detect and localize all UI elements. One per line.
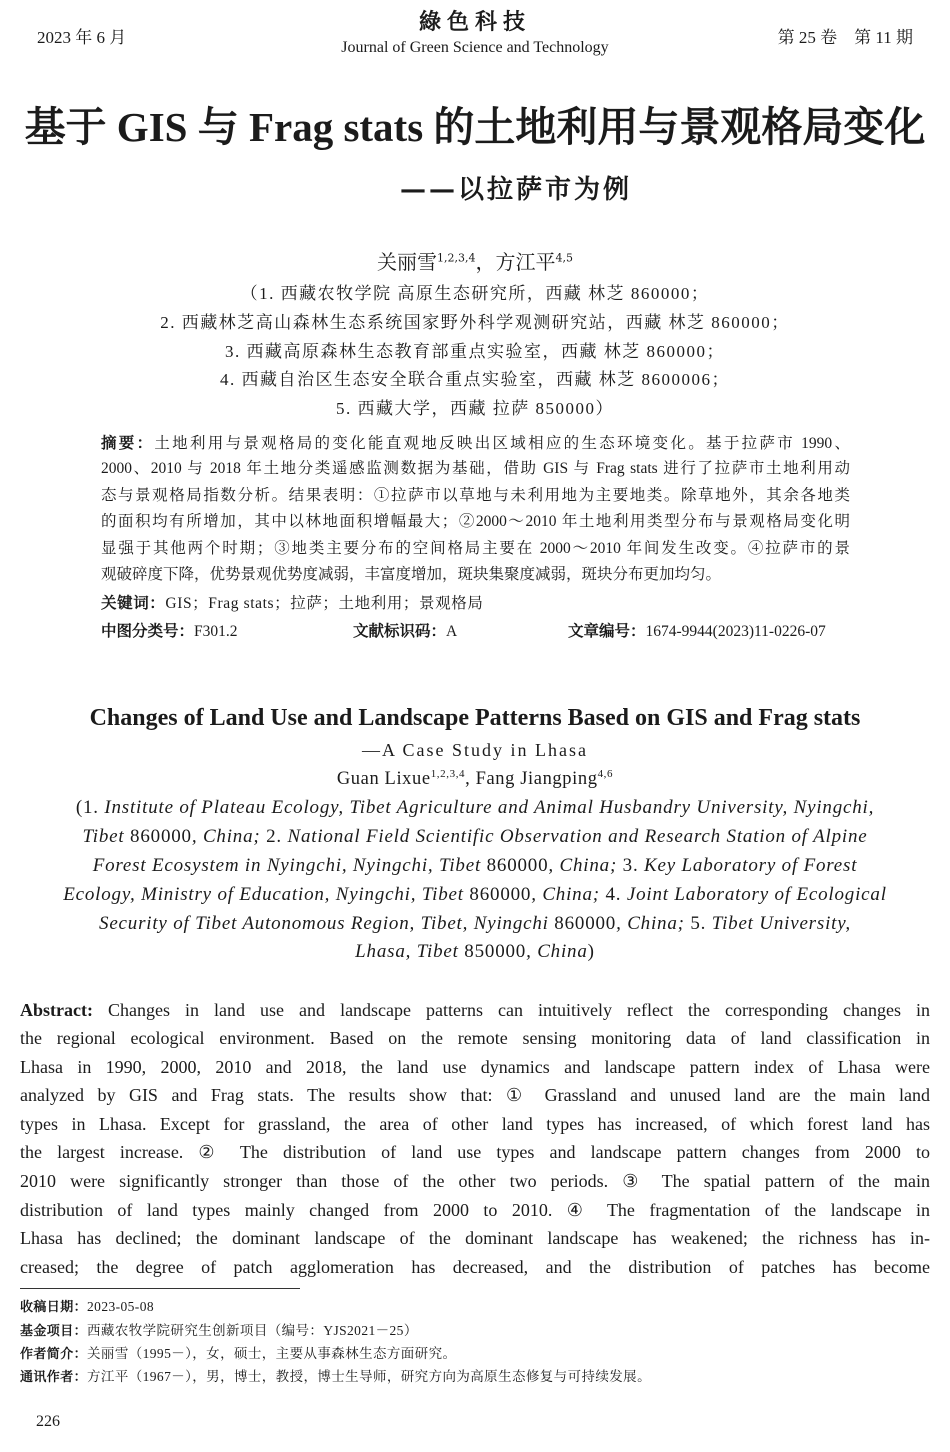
paper-subtitle-en: —A Case Study in Lhasa — [362, 740, 588, 760]
affiliation-cn-line: 4. 西藏自治区生态安全联合重点实验室，西藏 林芝 8600006； — [220, 370, 730, 389]
abstract-en-line: the regional ecological environment. Based on the remote sensing monitoring data of land classification in — [20, 1028, 930, 1048]
document-code-label: 文献标识码： — [353, 622, 447, 640]
author-affiliation-sup: 4,6 — [597, 767, 614, 780]
abstract-en-line: types in Lhasa. Except for grassland, the area of other land types has increased, of which forest land has — [20, 1114, 930, 1134]
affiliation-en-segment: Institute of Plateau Ecology, Tibet Agriculture and Animal Husbandry University, Nyingchi, — [104, 797, 875, 818]
abstract-cn-line — [101, 432, 850, 454]
abstract-cn-line: 2000、2010 与 2018 年土地分类遥感监测数据为基础，借助 GIS 与 Frag stats 进行了拉萨市土地利用动 — [101, 460, 850, 477]
author-name: ，方江平 — [475, 250, 556, 274]
footnote-divider — [20, 1288, 300, 1289]
affiliation-en-line — [0, 796, 950, 820]
affiliation-en-segment: Security of Tibet Autonomous Region, Tibet, Nyingchi — [99, 913, 555, 934]
affiliation-en-segment: ) — [587, 941, 595, 962]
abstract-cn-line: 观破碎度下降，优势景观优势度减弱，丰富度增加，斑块集聚度减弱，斑块分布更加均匀。 — [101, 566, 722, 583]
affiliation-cn-line: 2. 西藏林芝高山森林生态系统国家野外科学观测研究站，西藏 林芝 860000； — [160, 313, 790, 332]
affiliation-en-segment: Forest Ecosystem in Nyingchi, Nyingchi, Tibet — [92, 855, 487, 876]
affiliation-en-segment: 860000 — [469, 884, 532, 905]
author-name-en: , Fang Jiangping — [465, 769, 598, 789]
abstract-cn-label: 摘要： — [101, 434, 155, 452]
footnote-received-date — [20, 1298, 154, 1317]
affiliation-en-segment: 5. — [690, 913, 712, 934]
affiliation-en-segment: Key Laboratory of Forest — [644, 855, 858, 876]
clc-label: 中图分类号： — [101, 622, 195, 640]
authors-en — [0, 768, 950, 790]
keywords-cn-label: 关键词： — [101, 594, 166, 612]
affiliation-en-segment: , China; — [191, 826, 267, 847]
abstract-cn-line: 显强于其他两个时期；③地类主要分布的空间格局主要在 2000～2010 年间发生改变。④拉萨市的景 — [101, 540, 850, 557]
document-code — [353, 620, 457, 643]
abstract-en-text: Changes in land use and landscape patterns can intuitively reflect the corresponding changes in — [108, 1000, 930, 1020]
affiliation-en-segment: National Field Scientific Observation and Research Station of Alpine — [287, 826, 868, 847]
abstract-cn-line: 的面积均有所增加，其中以林地面积增幅最大；②2000～2010 年土地利用类型分布与景观格局变化明 — [101, 513, 850, 530]
footnote-text: 方江平（1967－），男，博士，教授，博士生导师，研究方向为高原生态修复与可持续发展。 — [87, 1369, 651, 1384]
author-name: 关丽雪 — [377, 250, 437, 274]
footnote-label: 通讯作者： — [20, 1370, 88, 1385]
article-number-label: 文章编号： — [568, 622, 646, 640]
affiliation-en-segment: 2. — [266, 826, 288, 847]
affiliation-cn-line: 5. 西藏大学，西藏 拉萨 850000） — [336, 399, 614, 418]
author-affiliation-sup: 1,2,3,4 — [430, 767, 466, 780]
footnote-text: 2023-05-08 — [87, 1299, 155, 1314]
affiliation-en-segment: Tibet — [82, 826, 131, 847]
affiliation-en-segment: 4. — [605, 884, 627, 905]
article-number — [568, 620, 826, 643]
paper-title-en: Changes of Land Use and Landscape Patterns Based on GIS and Frag stats — [89, 705, 861, 731]
affiliation-en-segment: Ecology, Ministry of Education, Nyingchi, Tibet — [63, 884, 470, 905]
journal-name-en: Journal of Green Science and Technology — [341, 39, 609, 56]
paper-title-cn: 基于 GIS 与 Frag stats 的土地利用与景观格局变化 — [24, 104, 926, 150]
affiliation-en-segment: (1. — [75, 797, 105, 818]
keywords-cn — [101, 592, 483, 615]
footnote-text: 西藏农牧学院研究生创新项目（编号：YJS2021－25） — [87, 1323, 418, 1338]
affiliation-en-segment: , China; — [531, 884, 606, 905]
affiliation-en-line — [0, 825, 950, 849]
footnote-corresponding-author — [20, 1368, 651, 1387]
affiliation-en-segment: 860000 — [130, 826, 192, 847]
abstract-en-label: Abstract: — [20, 1000, 93, 1020]
affiliation-en-segment: , China — [526, 941, 588, 962]
affiliation-en-segment: , China; — [548, 855, 623, 876]
affiliation-en-line — [0, 912, 950, 936]
clc-number — [101, 620, 238, 643]
affiliation-en-segment: Lhasa, Tibet — [355, 941, 465, 962]
paper-subtitle-cn: ——以拉萨市为例 — [400, 175, 633, 205]
footnote-label: 收稿日期： — [20, 1300, 88, 1315]
article-number-value: 1674-9944(2023)11-0226-07 — [645, 623, 826, 640]
affiliation-cn-line: 3. 西藏高原森林生态教育部重点实验室，西藏 林芝 860000； — [225, 342, 725, 361]
affiliation-en-segment: Tibet University, — [711, 913, 851, 934]
footnote-author-bio — [20, 1345, 456, 1364]
abstract-cn-line: 态与景观格局指数分析。结果表明：①拉萨市以草地与未利用地为主要地类。除草地外，其余各地类 — [101, 487, 850, 504]
affiliation-en-segment: , China; — [616, 913, 691, 934]
affiliation-cn-line: （1. 西藏农牧学院 高原生态研究所，西藏 林芝 860000； — [240, 284, 710, 303]
author-affiliation-sup: 1,2,3,4 — [437, 251, 476, 265]
affiliation-en-segment: 3. — [622, 855, 645, 876]
affiliation-en-segment: 860000 — [554, 913, 617, 934]
header-issue: 第 25 卷 第 11 期 — [777, 28, 913, 47]
abstract-en-line — [20, 998, 930, 1022]
document-code-value: A — [446, 623, 458, 640]
affiliation-en-line — [0, 940, 950, 964]
abstract-en-line: the largest increase. ② The distribution of land use types and landscape pattern changes from 2000 to — [20, 1142, 930, 1162]
affiliation-en-line — [0, 854, 950, 878]
footnote-funding — [20, 1322, 418, 1341]
abstract-en-line: 2010 were significantly stronger than those of the other two periods. ③ The spatial pattern of the main — [20, 1171, 930, 1191]
abstract-en-line: analyzed by GIS and Frag stats. The results show that: ① Grassland and unused land are the main land — [20, 1085, 930, 1105]
affiliation-en-segment: 850000 — [464, 941, 527, 962]
abstract-en-line: Lhasa has declined; the dominant landscape of the dominant landscape has weakened; the richness has in- — [20, 1228, 930, 1248]
affiliation-en-segment: 860000 — [486, 855, 549, 876]
footnote-label: 作者简介： — [20, 1347, 88, 1362]
affiliation-en-segment: Joint Laboratory of Ecological — [626, 884, 887, 905]
keywords-cn-text: GIS；Frag stats；拉萨；土地利用；景观格局 — [165, 595, 484, 612]
authors-cn — [0, 250, 950, 274]
author-name-en: Guan Lixue — [336, 769, 431, 789]
abstract-en-line: distribution of land types mainly changed from 2000 to 2010. ④ The fragmentation of the landscape in — [20, 1200, 930, 1220]
clc-value: F301.2 — [194, 623, 238, 640]
journal-logo-cn: 綠色科技 — [418, 9, 531, 35]
header-date: 2023 年 6 月 — [37, 28, 127, 47]
abstract-en-line: creased; the degree of patch agglomeration has decreased, and the distribution of patches has become — [20, 1257, 930, 1277]
abstract-cn-text: 土地利用与景观格局的变化能直观地反映出区域相应的生态环境变化。基于拉萨市 1990、 — [154, 435, 850, 452]
affiliation-en-line — [0, 883, 950, 907]
author-affiliation-sup: 4,5 — [555, 251, 573, 265]
page-number: 226 — [36, 1413, 60, 1430]
footnote-label: 基金项目： — [20, 1324, 88, 1339]
abstract-en-line: Lhasa in 1990, 2000, 2010 and 2018, the land use dynamics and landscape pattern index of Lhasa were — [20, 1057, 930, 1077]
footnote-text: 关丽雪（1995－），女，硕士，主要从事森林生态方面研究。 — [87, 1346, 457, 1361]
